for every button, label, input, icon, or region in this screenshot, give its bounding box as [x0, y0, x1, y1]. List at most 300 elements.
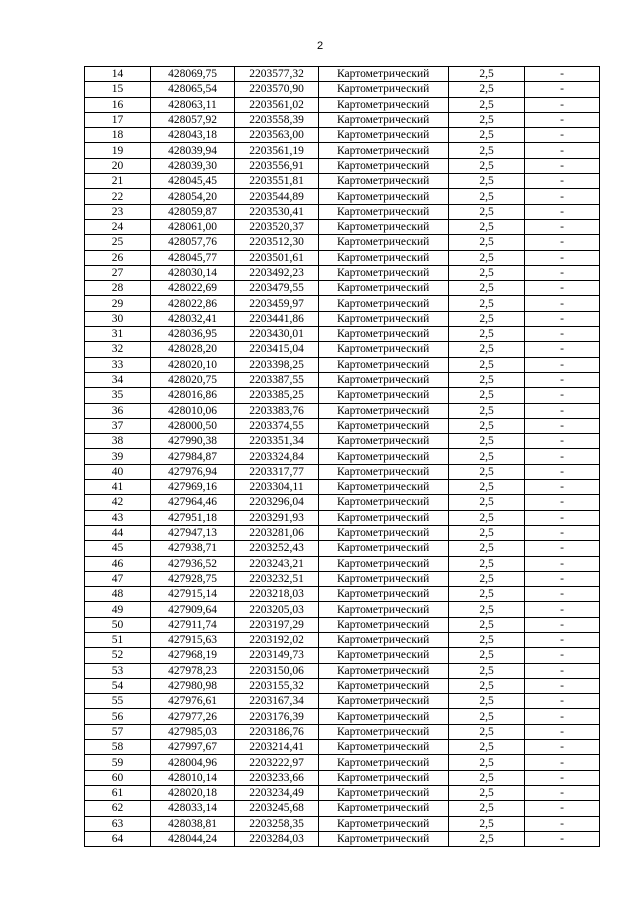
point-number-cell: 16 [85, 97, 151, 112]
point-number-cell: 19 [85, 143, 151, 158]
table-row [85, 816, 600, 831]
y-coordinate-cell: 2203459,97 [235, 296, 319, 311]
point-number-cell: 62 [85, 801, 151, 816]
table-row [85, 801, 600, 816]
x-coordinate-cell: 427911,74 [151, 617, 235, 632]
method-cell: Картометрический [319, 449, 449, 464]
description-cell: - [525, 709, 600, 724]
y-coordinate-cell: 2203398,25 [235, 357, 319, 372]
point-number-cell: 50 [85, 617, 151, 632]
accuracy-cell: 2,5 [449, 265, 525, 280]
y-coordinate-cell: 2203430,01 [235, 327, 319, 342]
table-row [85, 740, 600, 755]
table-row [85, 495, 600, 510]
accuracy-cell: 2,5 [449, 816, 525, 831]
y-coordinate-cell: 2203192,02 [235, 632, 319, 647]
accuracy-cell: 2,5 [449, 770, 525, 785]
x-coordinate-cell: 428020,75 [151, 372, 235, 387]
x-coordinate-cell: 427997,67 [151, 740, 235, 755]
description-cell: - [525, 174, 600, 189]
method-cell: Картометрический [319, 327, 449, 342]
method-cell: Картометрический [319, 388, 449, 403]
y-coordinate-cell: 2203577,32 [235, 67, 319, 82]
y-coordinate-cell: 2203479,55 [235, 281, 319, 296]
x-coordinate-cell: 427915,14 [151, 587, 235, 602]
accuracy-cell: 2,5 [449, 281, 525, 296]
accuracy-cell: 2,5 [449, 372, 525, 387]
method-cell: Картометрический [319, 510, 449, 525]
description-cell: - [525, 770, 600, 785]
description-cell: - [525, 541, 600, 556]
y-coordinate-cell: 2203317,77 [235, 464, 319, 479]
point-number-cell: 15 [85, 82, 151, 97]
method-cell: Картометрический [319, 587, 449, 602]
accuracy-cell: 2,5 [449, 648, 525, 663]
x-coordinate-cell: 428057,76 [151, 235, 235, 250]
table-row [85, 372, 600, 387]
point-number-cell: 24 [85, 219, 151, 234]
accuracy-cell: 2,5 [449, 464, 525, 479]
table-row [85, 250, 600, 265]
description-cell: - [525, 296, 600, 311]
description-cell: - [525, 556, 600, 571]
point-number-cell: 40 [85, 464, 151, 479]
method-cell: Картометрический [319, 403, 449, 418]
table-row [85, 678, 600, 693]
table-row [85, 770, 600, 785]
table-row [85, 525, 600, 540]
y-coordinate-cell: 2203563,00 [235, 128, 319, 143]
y-coordinate-cell: 2203205,03 [235, 602, 319, 617]
table-row [85, 602, 600, 617]
method-cell: Картометрический [319, 158, 449, 173]
point-number-cell: 18 [85, 128, 151, 143]
method-cell: Картометрический [319, 755, 449, 770]
method-cell: Картометрический [319, 801, 449, 816]
table-row [85, 296, 600, 311]
description-cell: - [525, 632, 600, 647]
x-coordinate-cell: 428045,77 [151, 250, 235, 265]
point-number-cell: 30 [85, 311, 151, 326]
accuracy-cell: 2,5 [449, 694, 525, 709]
x-coordinate-cell: 428043,18 [151, 128, 235, 143]
y-coordinate-cell: 2203167,34 [235, 694, 319, 709]
x-coordinate-cell: 428033,14 [151, 801, 235, 816]
point-number-cell: 20 [85, 158, 151, 173]
point-number-cell: 41 [85, 480, 151, 495]
point-number-cell: 57 [85, 724, 151, 739]
table-row [85, 189, 600, 204]
y-coordinate-cell: 2203324,84 [235, 449, 319, 464]
x-coordinate-cell: 427969,16 [151, 480, 235, 495]
x-coordinate-cell: 428030,14 [151, 265, 235, 280]
description-cell: - [525, 311, 600, 326]
accuracy-cell: 2,5 [449, 831, 525, 846]
point-number-cell: 33 [85, 357, 151, 372]
table-row [85, 831, 600, 846]
accuracy-cell: 2,5 [449, 97, 525, 112]
method-cell: Картометрический [319, 740, 449, 755]
description-cell: - [525, 602, 600, 617]
description-cell: - [525, 648, 600, 663]
y-coordinate-cell: 2203385,25 [235, 388, 319, 403]
method-cell: Картометрический [319, 678, 449, 693]
y-coordinate-cell: 2203544,89 [235, 189, 319, 204]
accuracy-cell: 2,5 [449, 556, 525, 571]
description-cell: - [525, 801, 600, 816]
table-row [85, 587, 600, 602]
method-cell: Картометрический [319, 816, 449, 831]
y-coordinate-cell: 2203233,66 [235, 770, 319, 785]
method-cell: Картометрический [319, 128, 449, 143]
x-coordinate-cell: 428054,20 [151, 189, 235, 204]
table-row [85, 464, 600, 479]
method-cell: Картометрический [319, 694, 449, 709]
accuracy-cell: 2,5 [449, 112, 525, 127]
accuracy-cell: 2,5 [449, 357, 525, 372]
method-cell: Картометрический [319, 311, 449, 326]
method-cell: Картометрический [319, 648, 449, 663]
method-cell: Картометрический [319, 464, 449, 479]
x-coordinate-cell: 428057,92 [151, 112, 235, 127]
point-number-cell: 61 [85, 785, 151, 800]
description-cell: - [525, 128, 600, 143]
description-cell: - [525, 785, 600, 800]
method-cell: Картометрический [319, 541, 449, 556]
accuracy-cell: 2,5 [449, 296, 525, 311]
method-cell: Картометрический [319, 770, 449, 785]
y-coordinate-cell: 2203150,06 [235, 663, 319, 678]
x-coordinate-cell: 427947,13 [151, 525, 235, 540]
table-row [85, 648, 600, 663]
y-coordinate-cell: 2203441,86 [235, 311, 319, 326]
method-cell: Картометрический [319, 556, 449, 571]
y-coordinate-cell: 2203284,03 [235, 831, 319, 846]
y-coordinate-cell: 2203149,73 [235, 648, 319, 663]
point-number-cell: 17 [85, 112, 151, 127]
y-coordinate-cell: 2203561,02 [235, 97, 319, 112]
method-cell: Картометрический [319, 97, 449, 112]
table-row [85, 342, 600, 357]
accuracy-cell: 2,5 [449, 617, 525, 632]
coordinates-table-body [85, 67, 600, 847]
description-cell: - [525, 816, 600, 831]
table-row [85, 755, 600, 770]
description-cell: - [525, 724, 600, 739]
point-number-cell: 27 [85, 265, 151, 280]
point-number-cell: 47 [85, 571, 151, 586]
x-coordinate-cell: 428028,20 [151, 342, 235, 357]
y-coordinate-cell: 2203245,68 [235, 801, 319, 816]
accuracy-cell: 2,5 [449, 143, 525, 158]
point-number-cell: 51 [85, 632, 151, 647]
accuracy-cell: 2,5 [449, 541, 525, 556]
description-cell: - [525, 388, 600, 403]
description-cell: - [525, 617, 600, 632]
method-cell: Картометрический [319, 250, 449, 265]
accuracy-cell: 2,5 [449, 449, 525, 464]
method-cell: Картометрический [319, 281, 449, 296]
table-row [85, 112, 600, 127]
table-row [85, 403, 600, 418]
point-number-cell: 46 [85, 556, 151, 571]
point-number-cell: 44 [85, 525, 151, 540]
accuracy-cell: 2,5 [449, 785, 525, 800]
table-row [85, 541, 600, 556]
table-row [85, 632, 600, 647]
table-row [85, 418, 600, 433]
accuracy-cell: 2,5 [449, 510, 525, 525]
description-cell: - [525, 250, 600, 265]
description-cell: - [525, 204, 600, 219]
method-cell: Картометрический [319, 143, 449, 158]
x-coordinate-cell: 427977,26 [151, 709, 235, 724]
point-number-cell: 45 [85, 541, 151, 556]
accuracy-cell: 2,5 [449, 189, 525, 204]
description-cell: - [525, 587, 600, 602]
table-row [85, 480, 600, 495]
method-cell: Картометрический [319, 112, 449, 127]
y-coordinate-cell: 2203218,03 [235, 587, 319, 602]
description-cell: - [525, 740, 600, 755]
x-coordinate-cell: 428061,00 [151, 219, 235, 234]
x-coordinate-cell: 428010,14 [151, 770, 235, 785]
description-cell: - [525, 97, 600, 112]
y-coordinate-cell: 2203243,21 [235, 556, 319, 571]
point-number-cell: 32 [85, 342, 151, 357]
accuracy-cell: 2,5 [449, 235, 525, 250]
description-cell: - [525, 418, 600, 433]
point-number-cell: 49 [85, 602, 151, 617]
description-cell: - [525, 525, 600, 540]
accuracy-cell: 2,5 [449, 663, 525, 678]
accuracy-cell: 2,5 [449, 709, 525, 724]
point-number-cell: 58 [85, 740, 151, 755]
accuracy-cell: 2,5 [449, 174, 525, 189]
table-row [85, 174, 600, 189]
y-coordinate-cell: 2203155,32 [235, 678, 319, 693]
method-cell: Картометрический [319, 82, 449, 97]
y-coordinate-cell: 2203296,04 [235, 495, 319, 510]
point-number-cell: 37 [85, 418, 151, 433]
x-coordinate-cell: 427978,23 [151, 663, 235, 678]
accuracy-cell: 2,5 [449, 571, 525, 586]
description-cell: - [525, 189, 600, 204]
accuracy-cell: 2,5 [449, 388, 525, 403]
y-coordinate-cell: 2203556,91 [235, 158, 319, 173]
accuracy-cell: 2,5 [449, 755, 525, 770]
y-coordinate-cell: 2203561,19 [235, 143, 319, 158]
x-coordinate-cell: 428044,24 [151, 831, 235, 846]
point-number-cell: 25 [85, 235, 151, 250]
x-coordinate-cell: 427938,71 [151, 541, 235, 556]
page-number: 2 [316, 40, 324, 52]
description-cell: - [525, 678, 600, 693]
point-number-cell: 26 [85, 250, 151, 265]
x-coordinate-cell: 427964,46 [151, 495, 235, 510]
description-cell: - [525, 510, 600, 525]
table-row [85, 82, 600, 97]
description-cell: - [525, 265, 600, 280]
y-coordinate-cell: 2203551,81 [235, 174, 319, 189]
y-coordinate-cell: 2203234,49 [235, 785, 319, 800]
accuracy-cell: 2,5 [449, 632, 525, 647]
y-coordinate-cell: 2203512,30 [235, 235, 319, 250]
x-coordinate-cell: 428038,81 [151, 816, 235, 831]
description-cell: - [525, 342, 600, 357]
point-number-cell: 60 [85, 770, 151, 785]
description-cell: - [525, 357, 600, 372]
y-coordinate-cell: 2203197,29 [235, 617, 319, 632]
point-number-cell: 34 [85, 372, 151, 387]
table-row [85, 158, 600, 173]
y-coordinate-cell: 2203570,90 [235, 82, 319, 97]
method-cell: Картометрический [319, 602, 449, 617]
description-cell: - [525, 82, 600, 97]
point-number-cell: 36 [85, 403, 151, 418]
y-coordinate-cell: 2203351,34 [235, 434, 319, 449]
y-coordinate-cell: 2203258,35 [235, 816, 319, 831]
description-cell: - [525, 143, 600, 158]
x-coordinate-cell: 428069,75 [151, 67, 235, 82]
table-row [85, 235, 600, 250]
method-cell: Картометрический [319, 372, 449, 387]
x-coordinate-cell: 428065,54 [151, 82, 235, 97]
description-cell: - [525, 235, 600, 250]
x-coordinate-cell: 427936,52 [151, 556, 235, 571]
point-number-cell: 14 [85, 67, 151, 82]
table-row [85, 128, 600, 143]
point-number-cell: 42 [85, 495, 151, 510]
table-row [85, 204, 600, 219]
point-number-cell: 38 [85, 434, 151, 449]
method-cell: Картометрический [319, 724, 449, 739]
point-number-cell: 22 [85, 189, 151, 204]
table-row [85, 219, 600, 234]
description-cell: - [525, 372, 600, 387]
method-cell: Картометрический [319, 235, 449, 250]
accuracy-cell: 2,5 [449, 342, 525, 357]
x-coordinate-cell: 427985,03 [151, 724, 235, 739]
method-cell: Картометрический [319, 525, 449, 540]
description-cell: - [525, 449, 600, 464]
y-coordinate-cell: 2203232,51 [235, 571, 319, 586]
x-coordinate-cell: 427951,18 [151, 510, 235, 525]
x-coordinate-cell: 427990,38 [151, 434, 235, 449]
x-coordinate-cell: 428063,11 [151, 97, 235, 112]
method-cell: Картометрический [319, 495, 449, 510]
y-coordinate-cell: 2203530,41 [235, 204, 319, 219]
y-coordinate-cell: 2203281,06 [235, 525, 319, 540]
description-cell: - [525, 495, 600, 510]
x-coordinate-cell: 427968,19 [151, 648, 235, 663]
accuracy-cell: 2,5 [449, 158, 525, 173]
x-coordinate-cell: 428022,69 [151, 281, 235, 296]
x-coordinate-cell: 427980,98 [151, 678, 235, 693]
point-number-cell: 48 [85, 587, 151, 602]
x-coordinate-cell: 428000,50 [151, 418, 235, 433]
method-cell: Картометрический [319, 174, 449, 189]
description-cell: - [525, 434, 600, 449]
method-cell: Картометрический [319, 617, 449, 632]
description-cell: - [525, 281, 600, 296]
table-row [85, 663, 600, 678]
description-cell: - [525, 571, 600, 586]
method-cell: Картометрический [319, 219, 449, 234]
x-coordinate-cell: 427909,64 [151, 602, 235, 617]
method-cell: Картометрический [319, 296, 449, 311]
accuracy-cell: 2,5 [449, 403, 525, 418]
accuracy-cell: 2,5 [449, 219, 525, 234]
table-row [85, 97, 600, 112]
y-coordinate-cell: 2203186,76 [235, 724, 319, 739]
x-coordinate-cell: 427915,63 [151, 632, 235, 647]
table-row [85, 709, 600, 724]
description-cell: - [525, 464, 600, 479]
x-coordinate-cell: 428039,94 [151, 143, 235, 158]
point-number-cell: 28 [85, 281, 151, 296]
point-number-cell: 23 [85, 204, 151, 219]
accuracy-cell: 2,5 [449, 724, 525, 739]
accuracy-cell: 2,5 [449, 311, 525, 326]
x-coordinate-cell: 428045,45 [151, 174, 235, 189]
table-row [85, 556, 600, 571]
table-row [85, 617, 600, 632]
point-number-cell: 52 [85, 648, 151, 663]
method-cell: Картометрический [319, 357, 449, 372]
point-number-cell: 31 [85, 327, 151, 342]
y-coordinate-cell: 2203374,55 [235, 418, 319, 433]
table-row [85, 724, 600, 739]
x-coordinate-cell: 428022,86 [151, 296, 235, 311]
table-row [85, 449, 600, 464]
method-cell: Картометрический [319, 571, 449, 586]
method-cell: Картометрический [319, 831, 449, 846]
description-cell: - [525, 112, 600, 127]
accuracy-cell: 2,5 [449, 204, 525, 219]
y-coordinate-cell: 2203214,41 [235, 740, 319, 755]
table-row [85, 265, 600, 280]
x-coordinate-cell: 428004,96 [151, 755, 235, 770]
method-cell: Картометрический [319, 67, 449, 82]
x-coordinate-cell: 428036,95 [151, 327, 235, 342]
method-cell: Картометрический [319, 265, 449, 280]
point-number-cell: 43 [85, 510, 151, 525]
y-coordinate-cell: 2203252,43 [235, 541, 319, 556]
accuracy-cell: 2,5 [449, 480, 525, 495]
x-coordinate-cell: 427976,94 [151, 464, 235, 479]
y-coordinate-cell: 2203558,39 [235, 112, 319, 127]
point-number-cell: 39 [85, 449, 151, 464]
accuracy-cell: 2,5 [449, 418, 525, 433]
y-coordinate-cell: 2203291,93 [235, 510, 319, 525]
point-number-cell: 54 [85, 678, 151, 693]
description-cell: - [525, 831, 600, 846]
description-cell: - [525, 67, 600, 82]
table-row [85, 434, 600, 449]
table-row [85, 388, 600, 403]
coordinates-table [84, 66, 600, 847]
point-number-cell: 21 [85, 174, 151, 189]
method-cell: Картометрический [319, 785, 449, 800]
description-cell: - [525, 219, 600, 234]
method-cell: Картометрический [319, 204, 449, 219]
point-number-cell: 53 [85, 663, 151, 678]
accuracy-cell: 2,5 [449, 740, 525, 755]
description-cell: - [525, 663, 600, 678]
table-row [85, 143, 600, 158]
accuracy-cell: 2,5 [449, 67, 525, 82]
